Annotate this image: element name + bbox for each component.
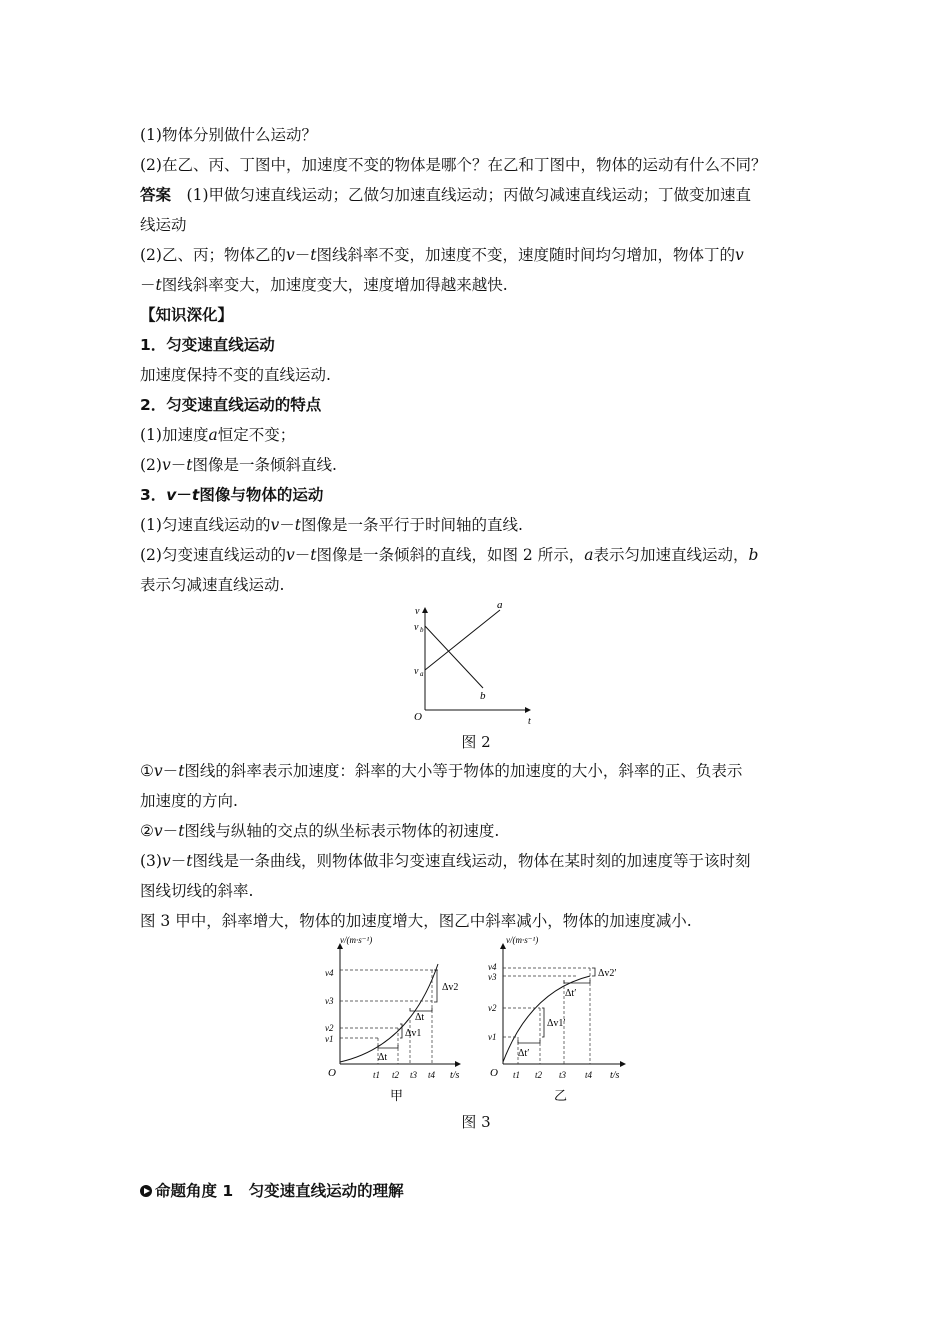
figure-2-caption: 图 2 xyxy=(461,733,491,751)
answer-1-cont: 线运动 xyxy=(140,216,187,234)
question-2: (2)在乙、丙、丁图中，加速度不变的物体是哪个？在乙和丁图中，物体的运动有什么不同？ xyxy=(140,156,767,174)
answer-2: (2)乙、丙；物体乙的v－t图线斜率不变，加速度不变，速度随时间均匀增加，物体丁的v xyxy=(140,246,744,264)
jia-v4: v4 xyxy=(325,968,334,978)
axis-t-label: t xyxy=(528,716,531,727)
answer-1: 答案 (1)甲做匀速直线运动；乙做匀加速直线运动；丙做匀减速直线运动；丁做变加速直 xyxy=(140,186,751,204)
conclusion-1: ①v－t图线的斜率表示加速度：斜率的大小等于物体的加速度的大小，斜率的正、负表示 xyxy=(140,762,743,780)
jia-dt-lower: Δt xyxy=(378,1052,388,1063)
yi-origin: O xyxy=(490,1067,498,1079)
svg-text:a: a xyxy=(420,670,424,678)
heading-1: 1．匀变速直线运动 xyxy=(140,336,275,354)
line-b xyxy=(425,626,483,688)
question-1: (1)物体分别做什么运动？ xyxy=(140,126,317,144)
figure-2-graph xyxy=(140,600,812,728)
heading-2: 2．匀变速直线运动的特点 xyxy=(140,396,322,414)
vb-label: v xyxy=(414,622,419,633)
para-2b: (2)v－t图像是一条倾斜直线. xyxy=(140,456,337,474)
jia-t2: t2 xyxy=(392,1070,400,1080)
jia-dv2: Δv2 xyxy=(442,982,459,993)
axis-v-label: v xyxy=(415,606,420,617)
yi-dv2: Δv2′ xyxy=(598,968,617,979)
yi-dt-upper: Δt′ xyxy=(565,988,577,999)
conclusion-3-cont: 图线切线的斜率. xyxy=(140,882,254,900)
line-a-label: a xyxy=(497,600,503,611)
figure-3-caption: 图 3 xyxy=(461,1113,491,1131)
yi-x-label: t/s xyxy=(610,1070,620,1081)
conclusion-3: (3)v－t图线是一条曲线，则物体做非匀变速直线运动，物体在某时刻的加速度等于该时刻 xyxy=(140,852,751,870)
graph-jia xyxy=(325,936,460,1103)
answer-2-cont: －t图线斜率变大，加速度变大，速度增加得越来越快. xyxy=(140,276,508,294)
jia-v2: v2 xyxy=(325,1023,334,1033)
figure-2 xyxy=(140,600,812,728)
heading-3: 3．v－t图像与物体的运动 xyxy=(140,486,324,504)
va-label: v xyxy=(414,666,419,677)
jia-x-label: t/s xyxy=(450,1070,460,1081)
jia-dt-upper: Δt xyxy=(415,1012,425,1023)
topic-heading: 命题角度 1 匀变速直线运动的理解 xyxy=(140,1176,812,1206)
yi-v4: v4 xyxy=(488,962,497,972)
para-3a: (1)匀速直线运动的v－t图像是一条平行于时间轴的直线. xyxy=(140,516,523,534)
jia-v1: v1 xyxy=(325,1034,334,1044)
yi-y-label: v/(m·s⁻¹) xyxy=(506,936,539,945)
yi-dv1: Δv1′ xyxy=(547,1018,566,1029)
yi-t3: t3 xyxy=(559,1070,567,1080)
yi-v2: v2 xyxy=(488,1003,497,1013)
conclusion-2: ②v－t图线与纵轴的交点的纵坐标表示物体的初速度. xyxy=(140,822,500,840)
jia-t4: t4 xyxy=(428,1070,436,1080)
yi-v3: v3 xyxy=(488,972,497,982)
origin-label: O xyxy=(414,711,422,723)
conclusion-1-cont: 加速度的方向. xyxy=(140,792,238,810)
yi-dt-lower: Δt′ xyxy=(518,1048,530,1059)
jia-origin: O xyxy=(328,1067,336,1079)
answer-label: 答案 xyxy=(140,186,172,204)
graph-yi xyxy=(488,936,625,1103)
document-page xyxy=(140,120,812,1206)
play-circle-icon xyxy=(140,1185,152,1197)
jia-y-label: v/(m·s⁻¹) xyxy=(340,936,373,945)
jia-v3: v3 xyxy=(325,996,334,1006)
jia-t3: t3 xyxy=(410,1070,418,1080)
conclusion-4: 图 3 甲中，斜率增大，物体的加速度增大，图乙中斜率减小，物体的加速度减小. xyxy=(140,912,692,930)
yi-label: 乙 xyxy=(554,1088,568,1103)
para-3c: 表示匀减速直线运动. xyxy=(140,576,285,594)
para-2a: (1)加速度a恒定不变； xyxy=(140,426,296,444)
figure-3 xyxy=(140,936,812,1108)
para-1: 加速度保持不变的直线运动. xyxy=(140,366,331,384)
line-b-label: b xyxy=(480,690,486,702)
yi-t2: t2 xyxy=(535,1070,543,1080)
svg-text:b: b xyxy=(420,626,424,634)
figure-3-graphs xyxy=(140,936,812,1108)
yi-v1: v1 xyxy=(488,1032,497,1042)
line-a xyxy=(425,610,500,670)
yi-t4: t4 xyxy=(585,1070,593,1080)
jia-t1: t1 xyxy=(373,1070,381,1080)
jia-label: 甲 xyxy=(390,1088,404,1103)
yi-t1: t1 xyxy=(513,1070,521,1080)
jia-dv1: Δv1 xyxy=(405,1028,422,1039)
para-3b: (2)匀变速直线运动的v－t图像是一条倾斜的直线，如图 2 所示，a表示匀加速直线运动，b xyxy=(140,546,759,564)
knowledge-heading: 【知识深化】 xyxy=(140,306,234,324)
